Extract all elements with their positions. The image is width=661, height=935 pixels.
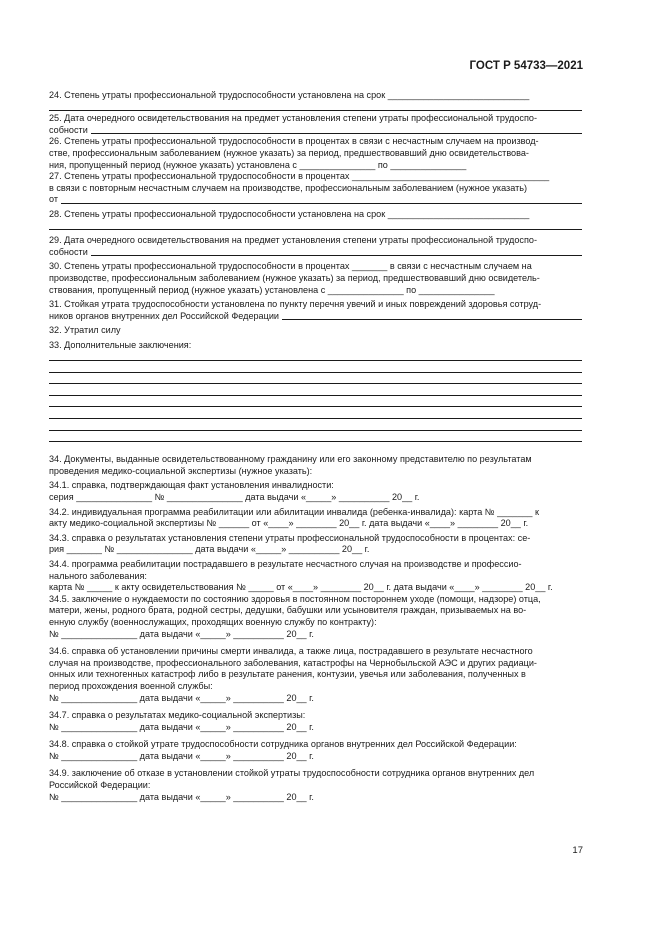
item-34-7-line2: № _______________ дата выдачи «_____» __________ 20__ г. [49, 721, 314, 732]
item-33: 33. Дополнительные заключения: [49, 339, 192, 350]
blank-line [49, 386, 582, 398]
item-27-line2: в связи с повторным несчастным случаем на производстве, профессиональным заболеванием (нужное указать) [49, 182, 528, 193]
item-34-5-line1: 34.5. заключение о нуждаемости по состоянию здоровья в постоянном постороннем уходе (помощи, надзоре) отца, [49, 593, 541, 604]
item-27-line3: от [49, 194, 582, 206]
item-34-1-line1: 34.1. справка, подтверждающая факт установления инвалидности: [49, 480, 334, 491]
item-34-9-line3: № _______________ дата выдачи «_____» __________ 20__ г. [49, 791, 314, 802]
item-34-5-line3: енную службу (военнослужащих, проходящих военную службу по контракту): [49, 616, 377, 627]
blank-line [49, 409, 582, 421]
item-34-1-line2: серия _______________ № _______________ дата выдачи «_____» __________ 20__ г. [49, 492, 420, 502]
blank-line [49, 421, 582, 433]
item-34-4-line3: карта № _____ к акту освидетельствования № _____ от «____» ________ 20__ г. дата выдачи «____» ________ 20__ г. [49, 582, 553, 593]
item-31-line1: 31. Стойкая утрата трудоспособности установлена по пункту перечня увечий и иных повреждений здоровья сотруд- [49, 299, 542, 310]
item-34-7-line1: 34.7. справка о результатах медико-социальной экспертизы: [49, 710, 306, 721]
page-number: 17 [572, 845, 583, 856]
item-34-3-line1: 34.3. справка о результатах установления степени утраты профессиональной трудоспособности в процентах: се- [49, 532, 531, 543]
item-34-6-line4: период прохождения военной службы: [49, 680, 213, 691]
item-34-5-line4: № _______________ дата выдачи «_____» __________ 20__ г. [49, 628, 314, 639]
item-28: 28. Степень утраты профессиональной трудоспособности установлена на срок ____________________________ [49, 208, 530, 219]
item-34-line1: 34. Документы, выданные освидетельствованному гражданину или его законному представителю по результатам [49, 454, 532, 465]
item-34-5-line2: матери, жены, родного брата, родной сестры, дедушки, бабушки или усыновителя граждан, призываемых на во- [49, 605, 527, 616]
item-25-line2: собности [49, 125, 582, 137]
blank-line [49, 221, 582, 233]
item-30-line2: производстве, профессиональным заболеванием (нужное указать) за период, предшествовавший дню освидетель- [49, 272, 540, 283]
standard-number: ГОСТ Р 54733—2021 [469, 60, 583, 72]
item-34-9-line2: Российской Федерации: [49, 780, 151, 791]
blank-line [49, 351, 582, 363]
item-34-4-line2: нального заболевания: [49, 570, 147, 581]
item-30-line1: 30. Степень утраты профессиональной трудоспособности в процентах _______ в связи с несчастным случаем на [49, 261, 532, 272]
blank-line [49, 363, 582, 375]
item-34-2-line2: акту медико-социальной экспертизы № ______ от «____» ________ 20__ г. дата выдачи «____» ________ 20__ г. [49, 518, 529, 529]
item-34-6-line3: онных или техногенных катастроф либо в результате ранения, контузии, увечья или заболевания, полученных в [49, 669, 526, 680]
item-34-8-line2: № _______________ дата выдачи «_____» __________ 20__ г. [49, 750, 314, 761]
item-30-line3: ствования, пропущенный период (нужное указать) установлена с _______________ по _______________ [49, 284, 495, 295]
item-34-line2: проведения медико-социальной экспертизы (нужное указать): [49, 465, 313, 476]
blank-line [49, 375, 582, 387]
item-34-3-line2: рия _______ № _______________ дата выдачи «_____» __________ 20__ г. [49, 544, 370, 555]
blank-line [49, 102, 582, 114]
blank-line [49, 398, 582, 410]
item-24: 24. Степень утраты профессиональной трудоспособности установлена на срок ____________________________ [49, 90, 530, 100]
item-27-line1: 27. Степень утраты профессиональной трудоспособности в процентах _______________________________________ [49, 171, 550, 182]
item-31-line2: ников органов внутренних дел Российской Федерации [49, 311, 582, 323]
item-29-line2: собности [49, 247, 582, 259]
item-25-line1: 25. Дата очередного освидетельствования на предмет установления степени утраты профессиональной трудоспо- [49, 113, 537, 124]
item-26-line3: ния, пропущенный период (нужное указать) установлена с _______________ по _______________ [49, 159, 467, 170]
item-29-line1: 29. Дата очередного освидетельствования на предмет установления степени утраты профессиональной трудоспо- [49, 235, 537, 246]
item-34-6-line2: случая на производстве, профессионального заболевания, катастрофы на Чернобыльской АЭС и других радиаци- [49, 657, 537, 668]
item-34-8-line1: 34.8. справка о стойкой утрате трудоспособности сотрудника органов внутренних дел Российской Федерации: [49, 739, 517, 750]
item-32: 32. Утратил силу [49, 325, 121, 336]
item-26-line1: 26. Степень утраты профессиональной трудоспособности в процентах в связи с несчастным случаем на производ- [49, 136, 539, 147]
item-34-6-line5: № _______________ дата выдачи «_____» __________ 20__ г. [49, 692, 314, 703]
item-34-6-line1: 34.6. справка об установлении причины смерти инвалида, а также лица, пострадавшего в результате несчастного [49, 646, 533, 657]
blank-line [49, 433, 582, 445]
item-26-line2: стве, профессиональным заболеванием (нужное указать) за период, предшествовавший дню освидетельствова- [49, 147, 529, 158]
item-34-4-line1: 34.4. программа реабилитации пострадавшего в результате несчастного случая на производстве и профессио- [49, 558, 522, 569]
item-34-9-line1: 34.9. заключение об отказе в установлении стойкой утраты трудоспособности сотрудника органов внутренних дел [49, 768, 535, 779]
form-body [49, 90, 582, 803]
item-34-2-line1: 34.2. индивидуальная программа реабилитации или абилитации инвалида (ребенка-инвалида): карта № _______ к [49, 506, 539, 517]
